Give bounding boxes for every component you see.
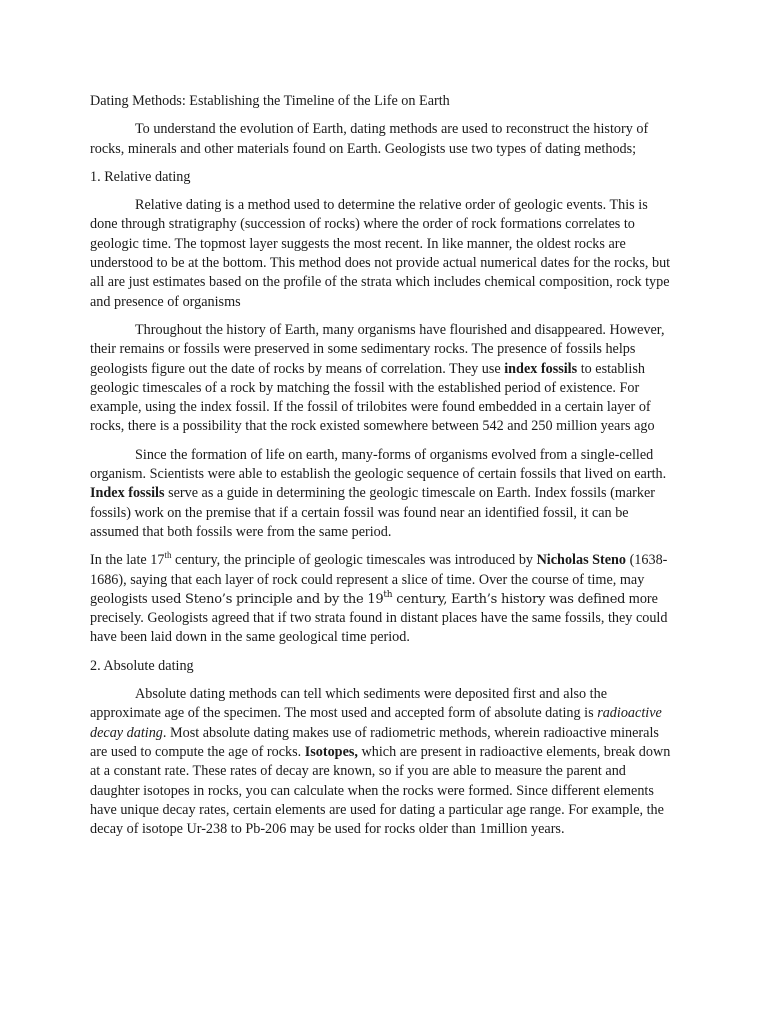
absolute-dating-paragraph-1 bbox=[90, 685, 678, 839]
superscript: th bbox=[164, 549, 172, 560]
superscript: th bbox=[383, 589, 393, 600]
bold-term-isotopes: Isotopes, bbox=[304, 743, 358, 760]
text-run: In the late 17 bbox=[90, 552, 165, 569]
section-heading-relative-dating: 1. Relative dating bbox=[90, 168, 191, 185]
text-run: used Steno’s principle and by the 19 bbox=[151, 591, 384, 607]
text-run: century, Earth’s history was defined bbox=[392, 591, 626, 607]
text-run: Absolute dating methods can tell which sediments were deposited first and also the approximate age of the specimen. The most used and accepted form of absolute dating is bbox=[90, 686, 608, 722]
text-run: to establish geologic timescales of a rock by matching the fossil with the established period of existence. For example, using the index fossil. If the fossil of trilobites were found embedded in a certain layer of rocks, there is a possibility that the rock existed somewhere between 542 and 250 million years ago bbox=[90, 360, 655, 435]
text-run: which are present in radioactive elements, break down at a constant rate. These rates of decay are known, so if you are able to measure the parent and daughter isotopes in rocks, you can calculate when the rocks were formed. Since different elements have unique decay rates, certain elements are used for dating a particular age range. For example, the decay of isotope Ur-238 to Pb-206 may be used for rocks older than 1million years. bbox=[90, 743, 671, 838]
text-run-alt-font bbox=[151, 589, 626, 607]
italic-term-radioactive-decay-dating: radioactive decay dating bbox=[90, 705, 662, 741]
bold-term-nicholas-steno: Nicholas Steno bbox=[536, 552, 627, 569]
relative-dating-paragraph-4 bbox=[90, 551, 678, 647]
text-run: more precisely. Geologists agreed that if two strata found in distant places have the same fossils, they could have been laid down in the same geological time period. bbox=[90, 590, 668, 646]
text-run: serve as a guide in determining the geologic timescale on Earth. Index fossils (marker fossils) work on the premise that if a certain fossil was found near an identified fossil, it can be assumed that both fossils were from the same period. bbox=[90, 485, 656, 540]
document-title: Dating Methods: Establishing the Timeline of the Life on Earth bbox=[90, 93, 450, 109]
section-heading-absolute-dating: 2. Absolute dating bbox=[90, 657, 194, 674]
intro-paragraph: To understand the evolution of Earth, dating methods are used to reconstruct the history of rocks, minerals and other materials found on Earth. Geologists use two types of dating methods; bbox=[90, 121, 649, 157]
text-run: century, the principle of geologic timescales was introduced by bbox=[171, 552, 537, 569]
text-run: (1638-1686), saying that each layer of rock could represent a slice of time. Over the course of time, may geologists bbox=[90, 552, 668, 607]
relative-dating-paragraph-1: Relative dating is a method used to determine the relative order of geologic events. This is done through stratigraphy (succession of rocks) where the order of rock formations correlates to geologic time. The topmost layer suggests the most recent. In like manner, the oldest rocks are understood to be at the bottom. This method does not provide actual numerical dates for the rocks, but all are just estimates based on the profile of the strata which includes chemical composition, rock type and presence of organisms bbox=[90, 197, 671, 310]
bold-term-index-fossils: index fossils bbox=[504, 360, 578, 377]
relative-dating-paragraph-3 bbox=[90, 446, 678, 542]
text-run: Since the formation of life on earth, many-forms of organisms evolved from a single-celled organism. Scientists were able to establish the geologic sequence of certain fossils that lived on earth. bbox=[90, 446, 667, 483]
text-run: Throughout the history of Earth, many organisms have flourished and disappeared. However, their remains or fossils were preserved in some sedimentary rocks. The presence of fossils helps geologists figure out the date of rocks by means of correlation. They use bbox=[90, 321, 665, 377]
relative-dating-paragraph-2 bbox=[90, 321, 678, 437]
text-run: . Most absolute dating makes use of radiometric methods, wherein radioactive minerals are used to compute the age of rocks. bbox=[90, 724, 659, 760]
bold-term-index-fossils: Index fossils bbox=[90, 485, 165, 502]
